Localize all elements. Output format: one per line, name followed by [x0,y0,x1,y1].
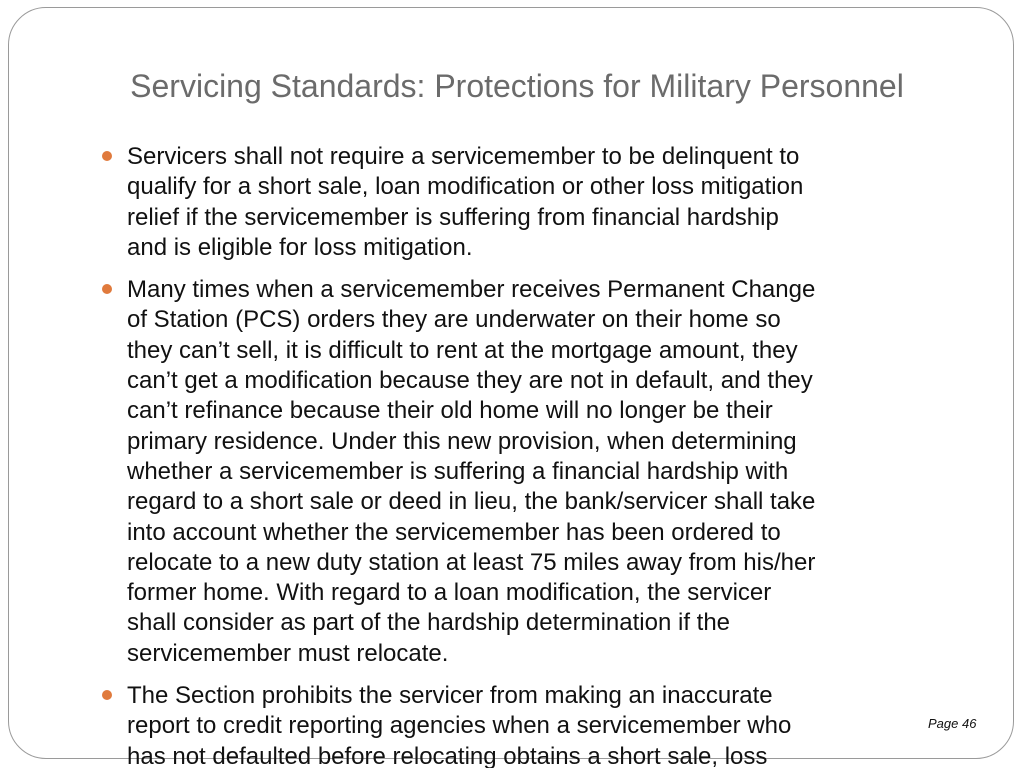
bullet-text [127,681,952,768]
bullet-line: they can’t sell, it is difficult to rent at the mortgage amount, they [127,336,798,364]
bullet-line: Servicers shall not require a servicemember to be delinquent to [127,143,800,170]
bullet-list [102,142,952,768]
bullet-line: can’t refinance because their old home will no longer be their [127,397,773,425]
bullet-line: former home. With regard to a loan modification, the servicer [127,579,772,607]
slide-title: Servicing Standards: Protections for Military Personnel [130,68,904,104]
bullet-text [127,142,952,263]
bullet-line: into account whether the servicemember has been ordered to [127,518,781,546]
bullet-item-3 [102,681,952,768]
bullet-item-1 [102,142,952,263]
bullet-line: qualify for a short sale, loan modification or other loss mitigation [127,173,804,201]
bullet-text [127,275,952,669]
bullet-line: shall consider as part of the hardship determination if the [127,609,731,637]
bullet-line: servicemember must relocate. [127,639,449,667]
bullet-line: regard to a short sale or deed in lieu, the bank/servicer shall take [127,488,816,516]
bullet-line: primary residence. Under this new provision, when determining [127,427,797,455]
page-number: Page 46 [928,716,977,731]
bullet-line: of Station (PCS) orders they are underwater on their home so [127,306,781,334]
bullet-line: The Section prohibits the servicer from making an inaccurate [127,682,773,710]
bullet-line: whether a servicemember is suffering a financial hardship with [127,457,789,485]
bullet-dot-icon [102,284,112,294]
bullet-line: relief if the servicemember is suffering from financial hardship [127,203,779,231]
bullet-line: can’t get a modification because they are not in default, and they [127,367,813,395]
bullet-line: Many times when a servicemember receives Permanent Change [127,276,816,304]
bullet-line: relocate to a new duty station at least 75 miles away from his/her [127,548,816,576]
bullet-dot-icon [102,690,112,700]
bullet-item-2 [102,275,952,669]
bullet-dot-icon [102,151,112,161]
bullet-line: and is eligible for loss mitigation. [127,233,473,261]
bullet-line: report to credit reporting agencies when a servicemember who [127,712,792,740]
bullet-line: has not defaulted before relocating obtains a short sale, loss [127,742,768,768]
